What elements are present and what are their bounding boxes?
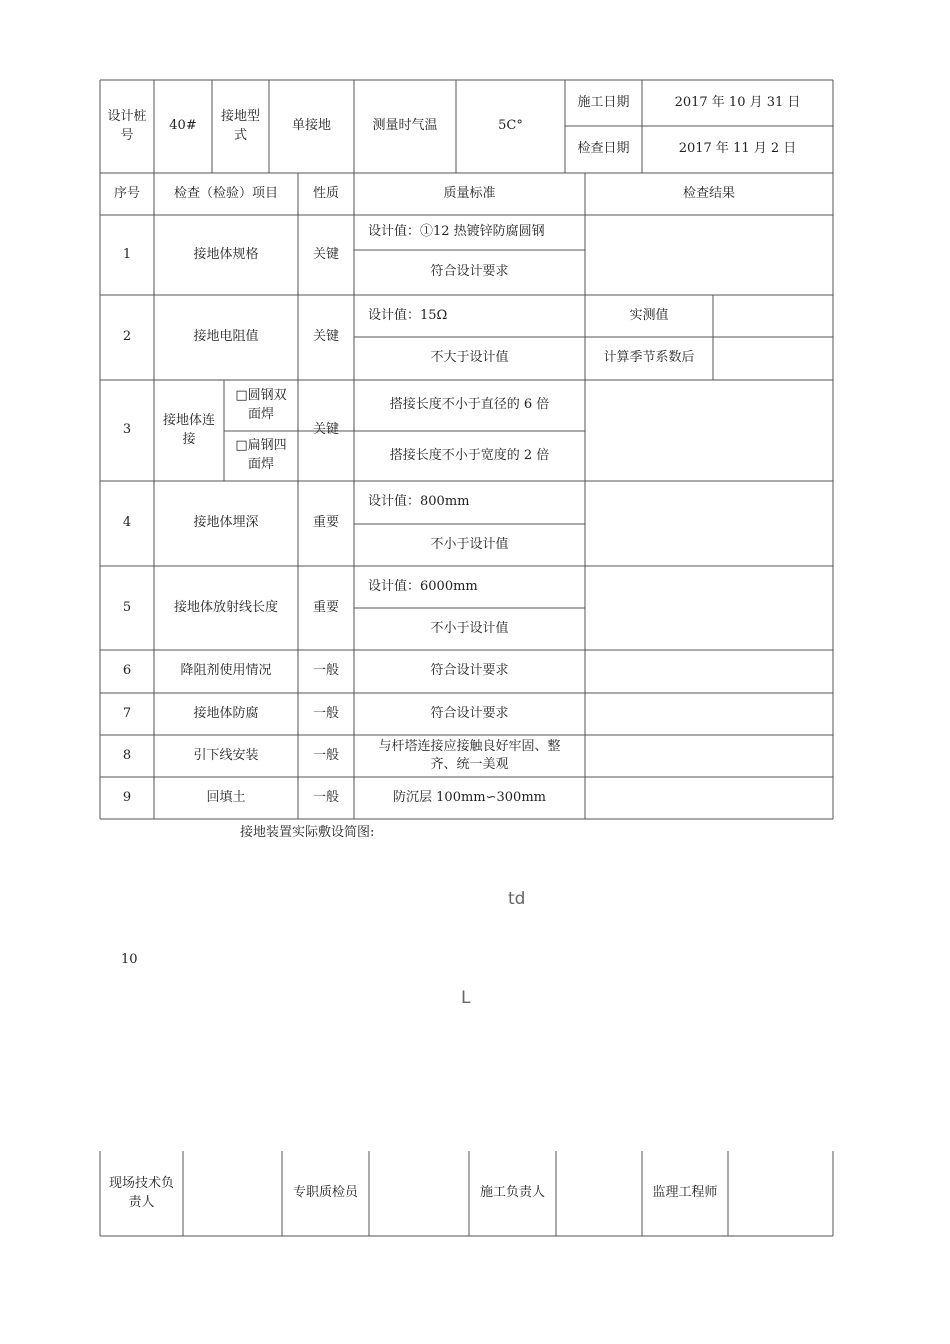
row6-nature: 一般 xyxy=(312,663,339,679)
sig-supervisor-label: 监理工程师 xyxy=(652,1185,718,1201)
row1-item: 接地体规格 xyxy=(193,246,259,262)
row5-nature: 重要 xyxy=(312,599,339,615)
row2-seq: 2 xyxy=(122,329,132,345)
row4-seq: 4 xyxy=(122,515,132,531)
row1-standard-design: 设计值：①12 热镀锌防腐圆钢 xyxy=(368,224,545,240)
row4-standard-design: 设计值：800mm xyxy=(368,494,470,510)
sketch-mark-l: L xyxy=(461,988,471,1008)
temp-label: 测量时气温 xyxy=(372,118,438,134)
sig-site-tech-lead-field[interactable] xyxy=(183,1151,282,1236)
construction-date-label: 施工日期 xyxy=(577,94,630,110)
row2-standard-design: 设计值：15Ω xyxy=(368,307,448,323)
design-pile-label: 设计桩号 xyxy=(107,108,147,143)
inspection-date-label: 检查日期 xyxy=(577,141,630,157)
row1-standard-req: 符合设计要求 xyxy=(430,264,509,280)
sig-construction-lead-field[interactable] xyxy=(556,1151,642,1236)
row5-standard-design: 设计值：6000mm xyxy=(368,578,478,594)
temp-value: 5C° xyxy=(498,118,523,134)
sketch-seq: 10 xyxy=(121,952,138,967)
col-nature: 性质 xyxy=(312,185,339,201)
col-result: 检查结果 xyxy=(682,185,735,201)
construction-date-value: 2017 年 10 月 31 日 xyxy=(674,94,801,110)
row8-item: 引下线安装 xyxy=(193,747,259,763)
row8-nature: 一般 xyxy=(312,747,339,763)
sig-qc-inspector-field[interactable] xyxy=(369,1151,469,1236)
row8-standard: 与杆塔连接应接触良好牢固、整齐、统一美观 xyxy=(378,739,561,772)
col-seq: 序号 xyxy=(113,185,140,201)
row4-standard-req: 不小于设计值 xyxy=(430,536,509,552)
ground-type-value: 单接地 xyxy=(291,118,331,134)
row2-seasonal-label: 计算季节系数后 xyxy=(603,350,695,366)
row8-seq: 8 xyxy=(122,747,132,763)
row9-item: 回填土 xyxy=(206,789,246,805)
row3-sub-flat-steel: □扁钢四面焊 xyxy=(235,438,287,472)
sig-supervisor-field[interactable] xyxy=(728,1151,833,1236)
row5-seq: 5 xyxy=(122,599,132,615)
row3-sub-round-steel: □圆钢双面焊 xyxy=(235,387,287,422)
row3-standard-a: 搭接长度不小于直径的 6 倍 xyxy=(389,397,550,413)
row6-standard: 符合设计要求 xyxy=(430,663,509,679)
row4-nature: 重要 xyxy=(312,515,339,531)
row1-seq: 1 xyxy=(122,246,132,262)
row9-seq: 9 xyxy=(122,789,132,805)
row3-seq: 3 xyxy=(122,422,132,438)
row3-standard-b: 搭接长度不小于宽度的 2 倍 xyxy=(389,447,550,463)
sig-construction-lead-label: 施工负责人 xyxy=(479,1185,545,1201)
sig-site-tech-lead-label: 现场技术负责人 xyxy=(108,1175,174,1210)
sig-qc-inspector-label: 专职质检员 xyxy=(292,1185,358,1201)
row6-item: 降阻剂使用情况 xyxy=(180,663,272,679)
row5-standard-req: 不小于设计值 xyxy=(430,620,509,636)
row2-measured-label: 实测值 xyxy=(629,307,669,323)
row9-standard: 防沉层 100mm∽300mm xyxy=(393,789,546,805)
row2-nature: 关键 xyxy=(312,329,339,345)
row7-seq: 7 xyxy=(122,705,132,721)
row3-nature: 关键 xyxy=(312,422,339,438)
col-standard: 质量标准 xyxy=(443,185,496,201)
row9-nature: 一般 xyxy=(312,789,339,805)
design-pile-value: 40# xyxy=(169,118,197,134)
sketch-title: 接地装置实际敷设简图: xyxy=(240,825,375,840)
row1-nature: 关键 xyxy=(312,246,339,262)
sketch-mark-td: td xyxy=(508,889,526,909)
row2-standard-req: 不大于设计值 xyxy=(430,350,509,366)
inspection-date-value: 2017 年 11 月 2 日 xyxy=(678,141,797,157)
row6-seq: 6 xyxy=(122,663,132,679)
row7-nature: 一般 xyxy=(312,705,339,721)
row7-item: 接地体防腐 xyxy=(193,705,259,721)
row4-item: 接地体埋深 xyxy=(193,515,259,531)
ground-type-label: 接地型式 xyxy=(220,108,260,143)
row3-item: 接地体连接 xyxy=(162,412,215,447)
col-item: 检查（检验）项目 xyxy=(173,185,278,201)
row2-item: 接地电阻值 xyxy=(193,329,259,345)
row5-item: 接地体放射线长度 xyxy=(173,599,278,615)
row7-standard: 符合设计要求 xyxy=(430,705,509,721)
